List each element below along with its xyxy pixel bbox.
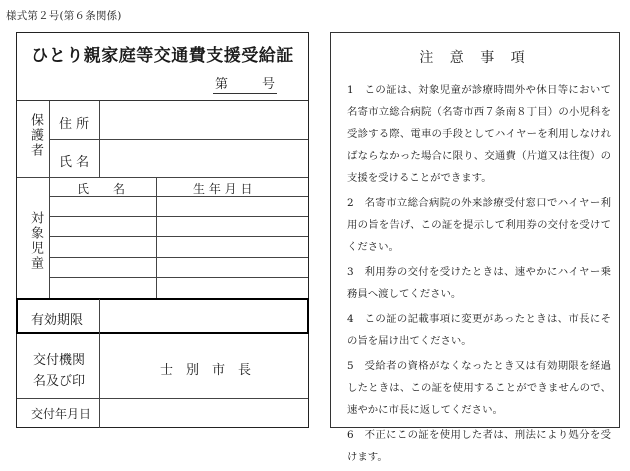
birthdate-header: 生 年 月 日	[193, 182, 253, 196]
address-label: 住 所	[59, 117, 90, 132]
certificate-number-field	[213, 73, 277, 94]
notice-panel	[330, 32, 620, 463]
address-field[interactable]	[100, 102, 308, 139]
validity-field[interactable]	[101, 301, 305, 331]
certificate-header	[17, 33, 308, 101]
issuer-label-line2: 名及び印	[33, 374, 86, 389]
notice-item: 6 不正にこの証を使用した者は、刑法により処分を受けます。	[347, 429, 611, 463]
notice-item: 5 受給者の資格がなくなったとき又は有効期限を経過したときは、この証を使用することができませんので、速やかに市長に返してください。	[347, 360, 611, 416]
guardian-label: 保護者	[28, 113, 43, 158]
notice-item: 4 この証の記載事項に変更があったときは、市長にその旨を届け出てください。	[347, 313, 611, 347]
issuer-label-line1: 交付機関	[33, 353, 86, 368]
issuer-value: 士 別 市 長	[160, 363, 252, 378]
issue-date-field[interactable]	[100, 399, 308, 427]
guardian-name-label: 氏 名	[59, 155, 90, 170]
form-label: 様式第２号(第６条関係)	[6, 10, 122, 22]
validity-label: 有効期限	[31, 313, 84, 328]
notice-title: 注 意 事 項	[419, 50, 531, 66]
notice-item: 1 この証は、対象児童が診療時間外や休日等において名寄市立総合病院（名寄市西７条南８丁目）の小児科を受診する際、電車の手段としてハイヤーを利用しなければならなかった場合に限り、交通費（片道又は往復）の支援を受けることができます。	[347, 84, 611, 184]
notice-list	[347, 79, 611, 471]
target-children-label: 対象児童	[28, 211, 43, 271]
notice-item: 2 名寄市立総合病院の外来診療受付窓口でハイヤー利用の旨を告げ、この証を提示して利用券の交付を受けてください。	[347, 197, 611, 253]
notice-item: 3 利用券の交付を受けたときは、速やかにハイヤー乗務員へ渡してください。	[347, 266, 611, 300]
number-suffix: 号	[261, 77, 275, 92]
child-name-header: 氏 名	[77, 182, 126, 196]
certificate-title: ひとり親家庭等交通費支援受給証	[31, 46, 294, 66]
issue-date-label: 交付年月日	[31, 407, 92, 421]
number-prefix: 第	[215, 77, 229, 92]
certificate-card	[16, 32, 309, 428]
guardian-name-field[interactable]	[100, 140, 308, 177]
